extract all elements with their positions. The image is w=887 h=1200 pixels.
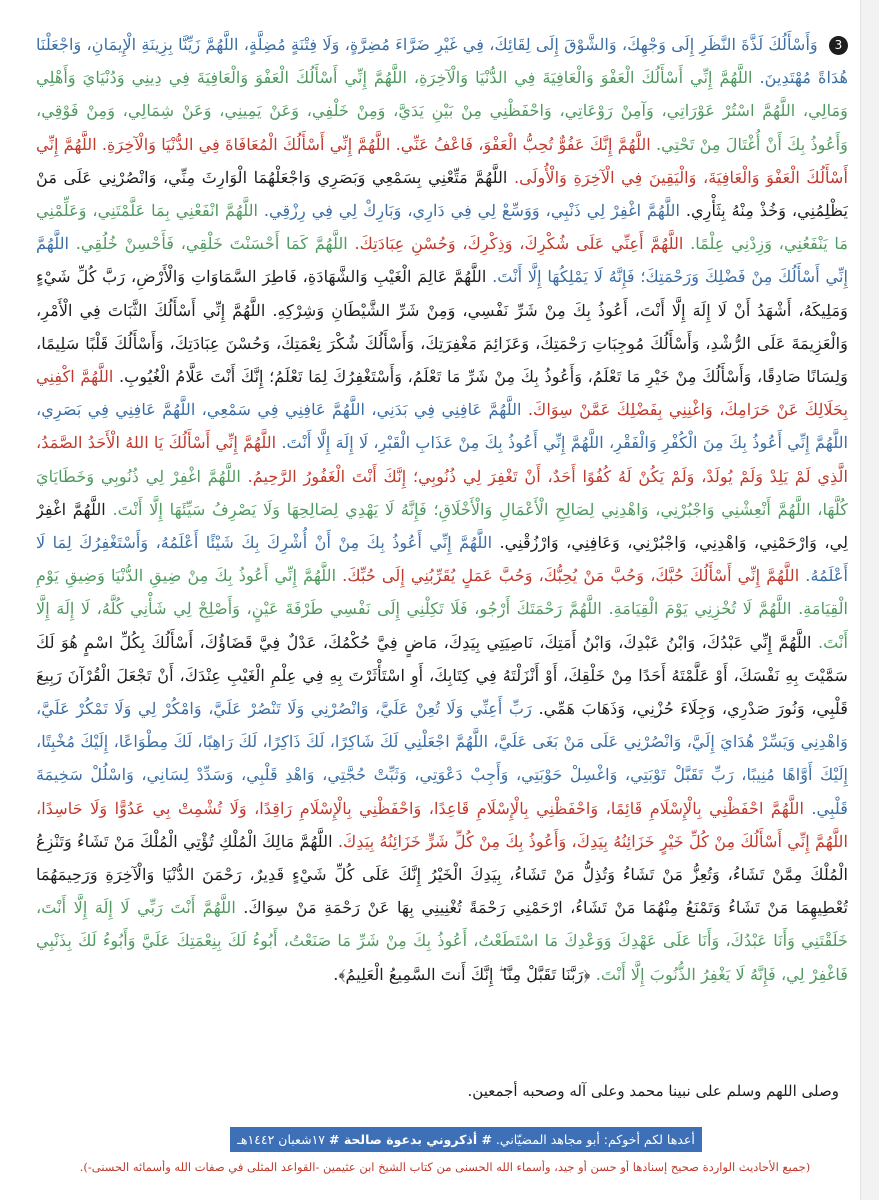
supplication-segment: اللَّهُمَّ إِنِّي أَسْأَلُكَ يَا اللهُ الْأَحَدُ الصَّمَدُ، الَّذِي لَمْ يَلِدْ وَلَمْ يُولَدْ، وَلَمْ يَكُنْ لَهُ كُفُوًا أَحَدٌ، أَنْ تَغْفِرَ لِي ذُنُوبِي؛ إِنَّكَ أَنْتَ الْغَفُورُ الرَّحِيمُ. [36, 433, 848, 486]
supplication-paragraph [36, 28, 848, 1093]
credit-hashtag: # أذكروني بدعوة صالحة # [329, 1132, 492, 1147]
supplication-segment: اللَّهُمَّ اغْفِرْ لِي ذَنْبِي، وَوَسِّعْ لِي فِي دَارِي، وَبَارِكْ لِي فِي رِزْقِي. [258, 201, 680, 221]
supplication-segment: اللَّهُمَّ اغْفِرْ لِي، وَارْحَمْنِي، وَاهْدِنِي، وَاجْبُرْنِي، وَعَافِنِي، وَارْزُقْنِي. [36, 499, 848, 553]
supplication-segment: اللَّهُمَّ أَعِنِّي عَلَى شُكْرِكَ، وَذِكْرِكَ، وَحُسْنِ عِبَادَتِكَ. [347, 234, 684, 254]
supplication-segment: اللَّهُمَّ مَالِكَ الْمُلْكِ تُؤْتِي الْمُلْكَ مَنْ تَشَاءُ وَتَنْزِعُ الْمُلْكَ مِمَّنْ تَشَاءُ، وَتُعِزُّ مَنْ تَشَاءُ وَتُذِلُّ مَنْ تَشَاءُ، بِيَدِكَ الْخَيْرُ إِنَّكَ عَلَى كُلِّ شَيْءٍ قَدِيرٌ، رَحْمَنَ الدُّنْيَا وَالْآخِرَةِ وَرَحِيمَهُمَا تُعْطِيهِمَا مَنْ تَشَاءُ وَتَمْنَعُ مِنْهُمَا مَنْ تَشَاءُ، ارْحَمْنِي رَحْمَةً تُغْنِينِي بِهَا عَنْ رَحْمَةِ مَنْ سِوَاكَ. [36, 831, 848, 918]
credit-prefix: أعدها لكم أخوكم: أبو مجاهد المضيّاني. [495, 1132, 695, 1147]
page-edge [860, 0, 879, 1200]
supplication-segment: اللَّهُمَّ أَنْتَ رَبِّي لَا إِلَهَ إِلَّا أَنْتَ، خَلَقْتَنِي وَأَنَا عَبْدُكَ، وَأَنَا عَلَى عَهْدِكَ وَوَعْدِكَ مَا اسْتَطَعْتُ، أَعُوذُ بِكَ مِنْ شَرِّ مَا صَنَعْتُ، أَبُوءُ لَكَ بِنِعْمَتِكَ عَلَيَّ وَأَبُوءُ لَكَ بِذَنْبِي فَاغْفِرْ لِي، فَإِنَّهُ لَا يَغْفِرُ الذُّنُوبَ إِلَّا أَنْتَ. [36, 898, 848, 984]
item-number-badge: 3 [829, 36, 848, 55]
supplication-segment: رَبِّ أَعِنِّي وَلَا تُعِنْ عَلَيَّ، وَانْصُرْنِي وَلَا تَنْصُرْ عَلَيَّ، وَامْكُرْ لِي وَلَا تَمْكُرْ عَلَيَّ، وَاهْدِنِي وَيَسِّرْ هُدَايَ إِلَيَّ، وَانْصُرْنِي عَلَى مَنْ بَغَى عَلَيَّ، اللَّهُمَّ اجْعَلْنِي لَكَ شَاكِرًا، لَكَ ذَاكِرًا، لَكَ رَاهِبًا، لَكَ مِطْوَاعًا، إِلَيْكَ مُخْبِتًا، إِلَيْكَ أَوَّاهًا مُنِيبًا، رَبِّ تَقَبَّلْ تَوْبَتِي، وَاغْسِلْ حَوْبَتِي، وَأَجِبْ دَعْوَتِي، وَثَبِّتْ حُجَّتِي، وَاهْدِ قَلْبِي، وَسَدِّدْ لِسَانِي، وَاسْلُلْ سَخِيمَةَ قَلْبِي. [36, 699, 848, 818]
author-credit-bar [230, 1127, 702, 1152]
credit-date: ١٧شعبان ١٤٤٢هـ [237, 1132, 326, 1147]
supplication-segment: اللَّهُمَّ إِنَّكَ عَفُوٌّ تُحِبُّ الْعَفْوَ، فَاعْفُ عَنِّي. اللَّهُمَّ إِنِّي أَسْأَلُكَ الْمُعَافَاةَ فِي الدُّنْيَا وَالْآخِرَةِ. اللَّهُمَّ إِنِّي أَسْأَلُكَ الْعَفْوَ وَالْعَافِيَةَ، وَالْيَقِينَ فِي الْآخِرَةِ وَالْأُولَى. [36, 134, 848, 187]
supplication-segment: اللَّهُمَّ انْفَعْنِي بِمَا عَلَّمْتَنِي، وَعَلِّمْنِي مَا يَنْفَعُنِي، وَزِدْنِي عِلْمًا. [36, 201, 848, 254]
supplication-segment: اللَّهُمَّ إِنِّي أَسْأَلُكَ حُبَّكَ، وَحُبَّ مَنْ يُحِبُّكَ، وَحُبَّ عَمَلٍ يُقَرِّبُنِي إِلَى حُبِّكَ. [336, 566, 800, 586]
supplication-segment: اللَّهُمَّ عَالِمَ الْغَيْبِ وَالشَّهَادَةِ، فَاطِرَ السَّمَاوَاتِ وَالْأَرْضِ، رَبَّ كُلِّ شَيْءٍ وَمَلِيكَهُ، أَشْهَدُ أَنْ لَا إِلَهَ إِلَّا أَنْتَ، أَعُوذُ بِكَ مِنْ شَرِّ نَفْسِي، وَمِنْ شَرِّ الشَّيْطَانِ وَشِرْكِهِ. اللَّهُمَّ إِنِّي أَسْأَلُكَ الثَّبَاتَ فِي الْأَمْرِ، وَالْعَزِيمَةَ عَلَى الرُّشْدِ، وَأَسْأَلُكَ مُوجِبَاتِ رَحْمَتِكَ، وَعَزَائِمَ مَغْفِرَتِكَ، وَأَسْأَلُكَ شُكْرَ نِعْمَتِكَ، وَحُسْنَ عِبَادَتِكَ، وَأَسْأَلُكَ قَلْبًا سَلِيمًا، وَلِسَانًا صَادِقًا، وَأَسْأَلُكَ مِنْ خَيْرِ مَا تَعْلَمُ، وَأَعُوذُ بِكَ مِنْ شَرِّ مَا تَعْلَمُ، وَأَسْتَغْفِرُكَ لِمَا تَعْلَمُ؛ إِنَّكَ أَنْتَ عَلَّامُ الْغُيُوبِ. [36, 267, 848, 387]
supplication-segment: اللَّهُمَّ إِنِّي أَعُوذُ بِكَ مِنْ ضِيقِ الدُّنْيَا وَضِيقِ يَوْمِ الْقِيَامَةِ. اللَّهُمَّ لَا تُخْزِنِي يَوْمَ الْقِيَامَةِ. اللَّهُمَّ رَحْمَتَكَ أَرْجُو، فَلَا تَكِلْنِي إِلَى نَفْسِي طَرْفَةَ عَيْنٍ، وَأَصْلِحْ لِي شَأْنِي كُلَّهُ، لَا إِلَهَ إِلَّا أَنْتَ. [36, 566, 848, 652]
supplication-segment: اللَّهُمَّ اغْفِرْ لِي ذُنُوبِي وَخَطَايَايَ كُلَّهَا، اللَّهُمَّ أَنْعِشْنِي وَاجْبُرْنِي، وَاهْدِنِي لِصَالِحِ الْأَعْمَالِ وَالْأَخْلَاقِ؛ فَإِنَّهُ لَا يَهْدِي لِصَالِحِهَا وَلَا يَصْرِفُ سَيِّئَهَا إِلَّا أَنْتَ. [36, 466, 848, 519]
sources-note: (جميع الأحاديث الواردة صحيح إسنادها أو حسن أو جيد، وأسماء الله الحسنى من كتاب الشيخ ابن عثيمين -القواعد المثلى في صفات الله وأسمائه الحسنى-). [79, 1160, 811, 1174]
supplication-segment: اللَّهُمَّ احْفَظْنِي بِالْإِسْلَامِ قَائِمًا، وَاحْفَظْنِي بِالْإِسْلَامِ قَاعِدًا، وَاحْفَظْنِي بِالْإِسْلَامِ رَاقِدًا، وَلَا تُشْمِتْ بِي عَدُوًّا وَلَا حَاسِدًا، اللَّهُمَّ إِنِّي أَسْأَلُكَ مِنْ كُلِّ خَيْرٍ خَزَائِنُهُ بِيَدِكَ، وَأَعُوذُ بِكَ مِنْ كُلِّ شَرٍّ خَزَائِنُهُ بِيَدِكَ. [36, 798, 848, 851]
closing-salutation: وصلى اللهم وسلم على نبينا محمد وعلى آله وصحبه أجمعين. [467, 1082, 839, 1100]
supplication-segment: اللَّهُمَّ إِنِّي أَسْأَلُكَ مِنْ فَضْلِكَ وَرَحْمَتِكَ؛ فَإِنَّهُ لَا يَمْلِكُهَا إِلَّا أَنْتَ. [36, 234, 848, 287]
supplication-segment: اللَّهُمَّ مَتِّعْنِي بِسَمْعِي وَبَصَرِي وَاجْعَلْهُمَا الْوَارِثَ مِنِّي، وَانْصُرْنِي عَلَى مَنْ يَظْلِمُنِي، وَخُذْ مِنْهُ بِثَأْرِي. [36, 167, 848, 221]
supplication-segment: اللَّهُمَّ إِنِّي أَعُوذُ بِكَ مِنْ أَنْ أُشْرِكَ بِكَ شَيْئًا أَعْلَمُهُ، وَأَسْتَغْفِرُكَ لِمَا لَا أَعْلَمُهُ. [36, 533, 848, 586]
supplication-segment: اللَّهُمَّ إِنِّي أَسْأَلُكَ الْعَفْوَ وَالْعَافِيَةَ فِي الدُّنْيَا وَالْآخِرَةِ، اللَّهُمَّ إِنِّي أَسْأَلُكَ الْعَفْوَ وَالْعَافِيَةَ فِي دِينِي وَدُنْيَايَ وَأَهْلِي وَمَالِي، اللَّهُمَّ اسْتُرْ عَوْرَاتِي، وَآمِنْ رَوْعَاتِي، وَاحْفَظْنِي مِنْ بَيْنِ يَدَيَّ، وَمِنْ خَلْفِي، وَعَنْ يَمِينِي، وَعَنْ شِمَالِي، وَمِنْ فَوْقِي، وَأَعُوذُ بِكَ أَنْ أُغْتَالَ مِنْ تَحْتِي. [36, 68, 848, 154]
supplication-segment: اللَّهُمَّ اكْفِنِي بِحَلَالِكَ عَنْ حَرَامِكَ، وَاغْنِنِي بِفَضْلِكَ عَمَّنْ سِوَاكَ. [36, 367, 848, 420]
supplication-segment: اللَّهُمَّ كَمَا أَحْسَنْتَ خَلْقِي، فَأَحْسِنْ خُلُقِي. [69, 234, 348, 254]
supplication-segment: ﴿رَبَّنَا تَقَبَّلْ مِنَّا ۖ إِنَّكَ أَنتَ السَّمِيعُ الْعَلِيمُ﴾. [333, 964, 591, 984]
supplication-segment: وَأَسْأَلُكَ لَذَّةَ النَّظَرِ إِلَى وَجْهِكَ، وَالشَّوْقَ إِلَى لِقَائِكَ، فِي غَيْرِ ضَرَّاءَ مُضِرَّةٍ، وَلَا فِتْنَةٍ مُضِلَّةٍ، اللَّهُمَّ زَيِّنَّا بِزِينَةِ الْإِيمَانِ، وَاجْعَلْنَا هُدَاةً مُهْتَدِينَ. [36, 35, 848, 88]
supplication-segment: اللَّهُمَّ إِنِّي عَبْدُكَ، وَابْنُ عَبْدِكَ، وَابْنُ أَمَتِكَ، نَاصِيَتِي بِيَدِكَ، مَاضٍ فِيَّ حُكْمُكَ، عَدْلٌ فِيَّ قَضَاؤُكَ، أَسْأَلُكَ بِكُلِّ اسْمٍ هُوَ لَكَ سَمَّيْتَ بِهِ نَفْسَكَ، أَوْ عَلَّمْتَهُ أَحَدًا مِنْ خَلْقِكَ، أَوْ أَنْزَلْتَهُ فِي كِتَابِكَ، أَوِ اسْتَأْثَرْتَ بِهِ فِي عِلْمِ الْغَيْبِ عِنْدَكَ، أَنْ تَجْعَلَ الْقُرْآنَ رَبِيعَ قَلْبِي، وَنُورَ صَدْرِي، وَجِلَاءَ حُزْنِي، وَذَهَابَ هَمِّي. [36, 632, 848, 719]
supplication-segment: اللَّهُمَّ عَافِنِي فِي بَدَنِي، اللَّهُمَّ عَافِنِي فِي سَمْعِي، اللَّهُمَّ عَافِنِي فِي بَصَرِي، اللَّهُمَّ إِنِّي أَعُوذُ بِكَ مِنَ الْكُفْرِ وَالْفَقْرِ، اللَّهُمَّ إِنِّي أَعُوذُ بِكَ مِنْ عَذَابِ الْقَبْرِ، لَا إِلَهَ إِلَّا أَنْتَ. [36, 400, 848, 453]
